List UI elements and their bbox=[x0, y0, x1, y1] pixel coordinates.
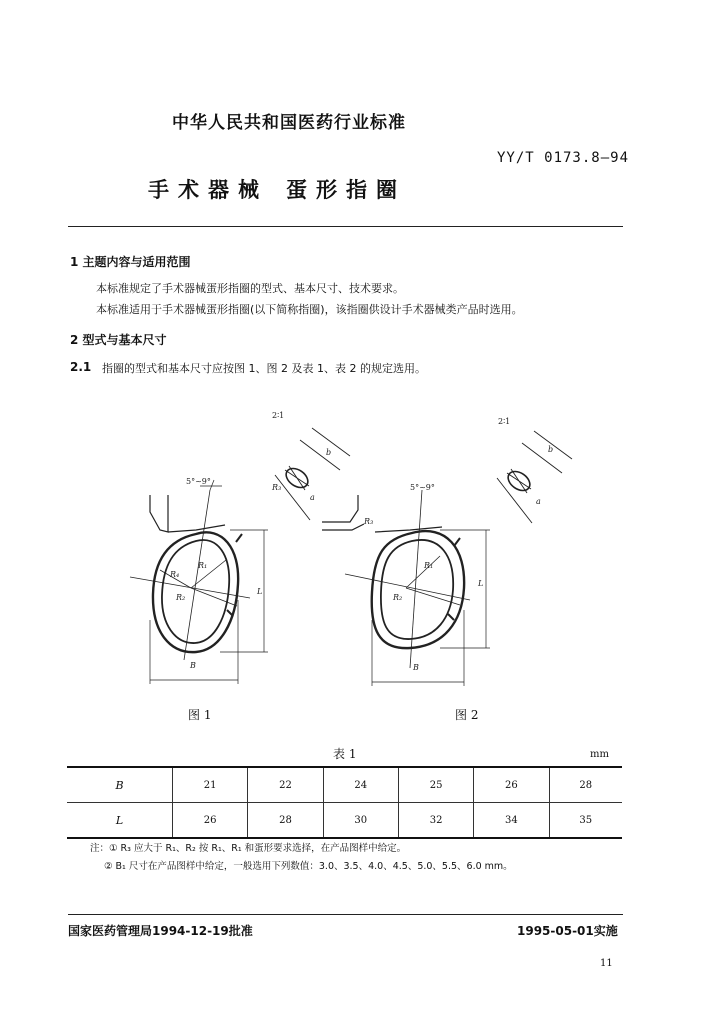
page-number: 11 bbox=[600, 958, 613, 969]
table-cell: 30 bbox=[323, 803, 398, 839]
table-cell: 35 bbox=[549, 803, 622, 839]
title-part2: 蛋形指圈 bbox=[286, 178, 406, 202]
fig2-label-B: B bbox=[413, 663, 419, 672]
section1-para2: 本标准适用于手术器械蛋形指圈(以下简称指圈)，该指圈供设计手术器械类产品时选用。 bbox=[96, 303, 523, 316]
section1-heading: 1 主题内容与适用范围 bbox=[70, 255, 191, 269]
table-cell: 22 bbox=[248, 767, 323, 803]
fig2-label-R3: R₃ bbox=[364, 517, 374, 526]
section2-heading: 2 型式与基本尺寸 bbox=[70, 333, 167, 347]
section1-para1: 本标准规定了手术器械蛋形指圈的型式、基本尺寸、技术要求。 bbox=[96, 282, 404, 295]
fig2-scale-label: 2∶1 bbox=[498, 417, 511, 426]
fig1-label-R3: R₃ bbox=[272, 483, 282, 492]
title-part1: 手术器械 bbox=[148, 178, 268, 202]
table-row bbox=[67, 803, 622, 839]
figure2-drawing bbox=[322, 490, 490, 686]
approval-text: 国家医药管理局1994-12-19批准 bbox=[68, 924, 253, 938]
fig1-label-a: a bbox=[310, 493, 315, 502]
fig1-label-R4: R₄ bbox=[170, 570, 180, 579]
implementation-text: 1995-05-01实施 bbox=[517, 924, 618, 938]
table-cell: 32 bbox=[398, 803, 473, 839]
table1-unit: mm bbox=[590, 749, 609, 760]
table-cell: 28 bbox=[248, 803, 323, 839]
table-cell: 28 bbox=[549, 767, 622, 803]
table-cell: 25 bbox=[398, 767, 473, 803]
figures-area bbox=[0, 400, 701, 730]
table-cell: 26 bbox=[474, 767, 549, 803]
fig2-label-R1: R₁ bbox=[424, 561, 434, 570]
table1-caption: 表 1 bbox=[333, 747, 357, 761]
table-cell: 34 bbox=[474, 803, 549, 839]
table-note2: ② B₁ 尺寸在产品图样中给定，一般选用下列数值：3.0、3.5、4.0、4.5、5.0、5.5、6.0 mm。 bbox=[104, 861, 513, 872]
footer-rule bbox=[68, 914, 623, 915]
fig1-label-B: B bbox=[190, 661, 196, 670]
fig2-label-R2: R₂ bbox=[393, 593, 403, 602]
table1 bbox=[67, 766, 622, 839]
table-cell: 24 bbox=[323, 767, 398, 803]
figure1-caption: 图 1 bbox=[188, 708, 212, 722]
fig1-label-L: L bbox=[257, 587, 263, 596]
table-cell: 21 bbox=[173, 767, 248, 803]
fig2-angle-label: 5°~9° bbox=[410, 483, 435, 492]
standard-organization: 中华人民共和国医药行业标准 bbox=[172, 113, 406, 133]
table-row bbox=[67, 767, 622, 803]
clause-text: 指圈的型式和基本尺寸应按图 1、图 2 及表 1、表 2 的规定选用。 bbox=[102, 362, 426, 375]
standard-code: YY/T 0173.8—94 bbox=[497, 150, 630, 166]
header-rule bbox=[68, 226, 623, 227]
row-label-L: L bbox=[67, 803, 173, 839]
figure1-detail bbox=[275, 428, 350, 520]
fig1-label-R1: R₁ bbox=[198, 561, 208, 570]
document-title bbox=[148, 174, 406, 204]
fig2-label-b: b bbox=[548, 445, 554, 454]
fig1-label-b: b bbox=[326, 448, 332, 457]
fig2-label-a: a bbox=[536, 497, 541, 506]
fig2-label-L: L bbox=[478, 579, 484, 588]
table-cell: 26 bbox=[173, 803, 248, 839]
figure2-caption: 图 2 bbox=[455, 708, 479, 722]
fig1-scale-label: 2∶1 bbox=[272, 411, 285, 420]
table-note1: 注：① R₃ 应大于 R₁、R₂ 按 R₁、R₁ 和蛋形要求选择，在产品图样中给定。 bbox=[90, 843, 407, 854]
row-label-B: B bbox=[67, 767, 173, 803]
figure2-detail bbox=[497, 431, 572, 523]
fig1-angle-label: 5°~9° bbox=[186, 477, 211, 486]
clause-number: 2.1 bbox=[70, 360, 92, 374]
figure1-drawing bbox=[130, 480, 268, 684]
fig1-label-R2: R₂ bbox=[176, 593, 186, 602]
